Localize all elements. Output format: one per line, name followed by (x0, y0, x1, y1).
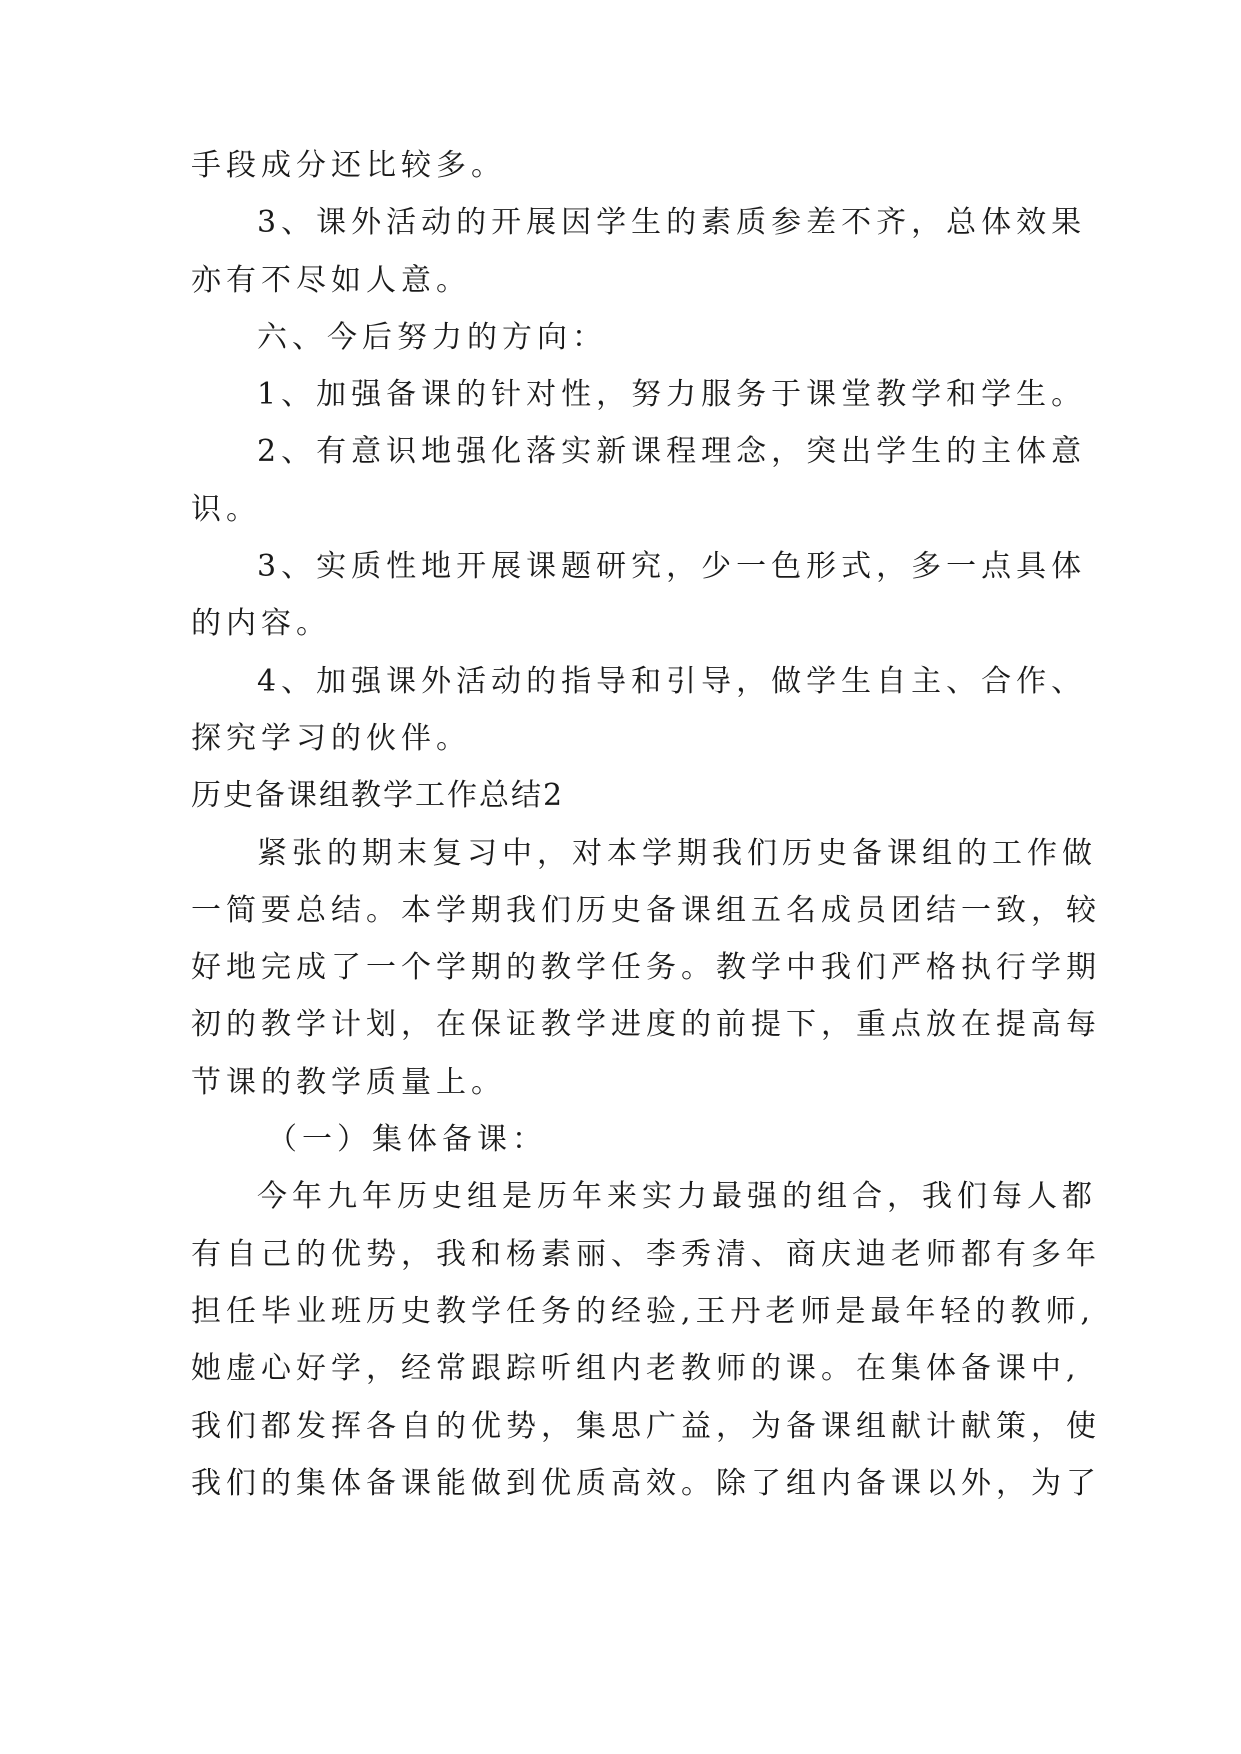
text-line: 探究学习的伙伴。 (191, 720, 471, 756)
text-line: 手段成分还比较多。 (191, 148, 506, 183)
paragraph-line: 有自己的优势，我和杨素丽、李秀清、商庆迪老师都有多年 (191, 1236, 1101, 1272)
list-item: 3、实质性地开展课题研究，少一色形式，多一点具体 (257, 549, 1087, 585)
list-item: 4、加强课外活动的指导和引导，做学生自主、合作、 (257, 663, 1087, 699)
list-item: 1、加强备课的针对性，努力服务于课堂教学和学生。 (257, 377, 1087, 413)
paragraph-line: 紧张的期末复习中，对本学期我们历史备课组的工作做 (257, 835, 1097, 871)
paragraph-line: 我们都发挥各自的优势，集思广益，为备课组献计献策，使 (191, 1408, 1101, 1444)
section-heading: 六、今后努力的方向： (257, 319, 607, 355)
paragraph-line: 我们的集体备课能做到优质高效。除了组内备课以外，为了 (191, 1465, 1101, 1501)
paragraph-line: 初的教学计划，在保证教学进度的前提下，重点放在提高每 (191, 1007, 1101, 1043)
text-line: 识。 (191, 491, 261, 527)
paragraph-line: 担任毕业班历史教学任务的经验,王丹老师是最年轻的教师, (191, 1293, 1096, 1329)
document-page (191, 137, 1101, 1512)
text-line: 亦有不尽如人意。 (191, 262, 471, 298)
paragraph-line: 她虚心好学，经常跟踪听组内老教师的课。在集体备课中, (191, 1351, 1081, 1387)
document-title: 历史备课组教学工作总结2 (191, 778, 565, 814)
paragraph-line: 今年九年历史组是历年来实力最强的组合，我们每人都 (257, 1179, 1097, 1215)
subsection-heading: （一）集体备课： (267, 1122, 547, 1158)
paragraph-line: 节课的教学质量上。 (191, 1064, 506, 1100)
paragraph-line: 一简要总结。本学期我们历史备课组五名成员团结一致，较 (191, 892, 1101, 928)
list-item: 2、有意识地强化落实新课程理念，突出学生的主体意 (257, 434, 1087, 470)
paragraph-line: 好地完成了一个学期的教学任务。教学中我们严格执行学期 (191, 950, 1101, 986)
text-line: 3、课外活动的开展因学生的素质参差不齐，总体效果 (257, 205, 1087, 241)
text-line: 的内容。 (191, 606, 331, 642)
